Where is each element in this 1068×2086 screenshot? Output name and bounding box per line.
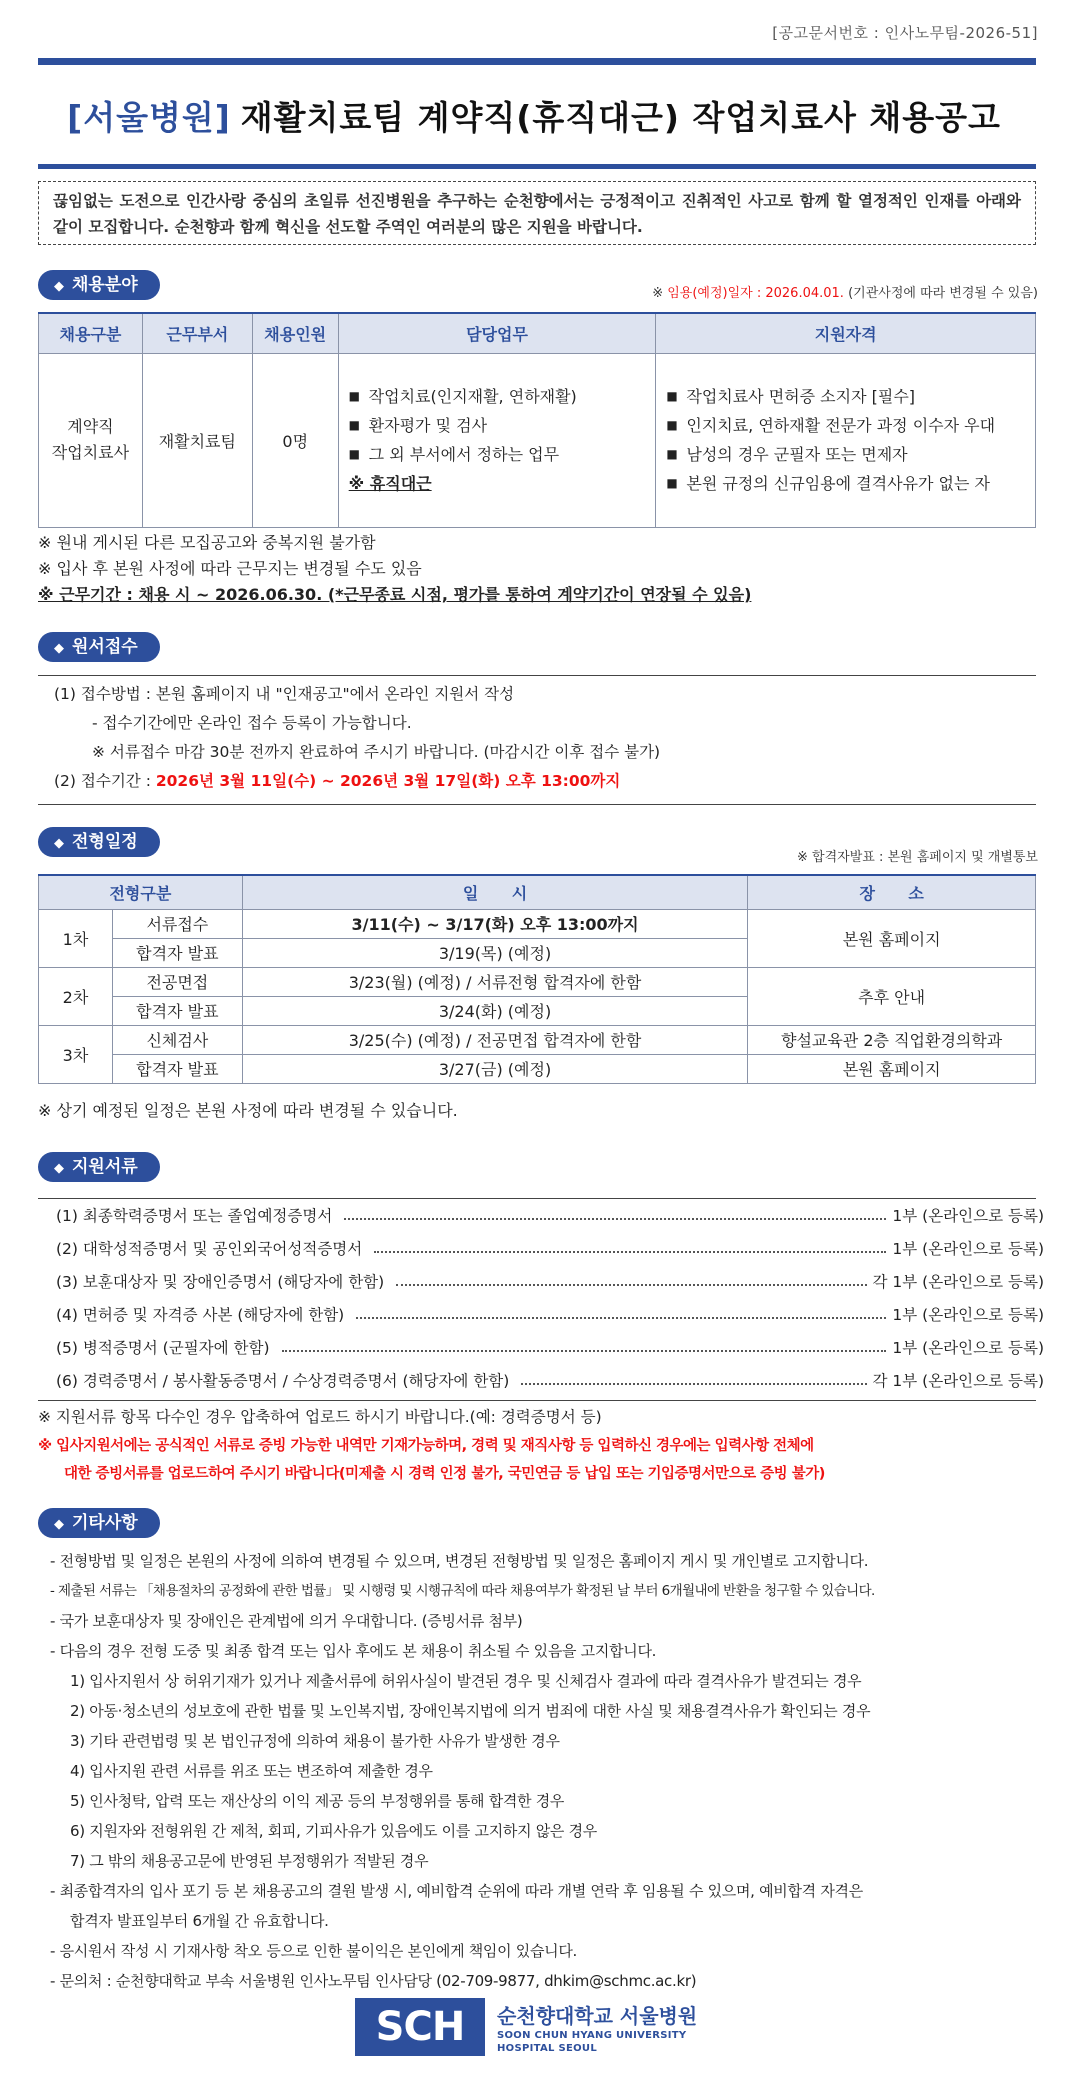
- list-item: 4) 입사지원 관련 서류를 위조 또는 변조하여 제출한 경우: [70, 1762, 433, 1780]
- logo-korean-name: 순천향대학교 서울병원: [497, 2003, 698, 2028]
- field-note: ※ 입사 후 본원 사정에 따라 근무지는 변경될 수도 있음: [38, 559, 422, 578]
- stage-item: 합격자 발표: [112, 1054, 242, 1083]
- table-row: [39, 1054, 1036, 1083]
- list-item: - 다음의 경우 전형 도중 및 최종 합격 또는 입사 후에도 본 채용이 취소될 수 있음을 고지합니다.: [50, 1642, 657, 1660]
- field-table: [38, 312, 1036, 528]
- stage-place: 본원 홈페이지: [748, 909, 1036, 967]
- diamond-icon: ◆: [54, 1517, 64, 1532]
- sch-logo-mark: SCH: [355, 1998, 485, 2056]
- document-item: (6) 경력증명서 / 봉사활동증명서 / 수상경력증명서 (해당자에 한함) 각 1부 (온라인으로 등록): [56, 1365, 1044, 1398]
- schedule-header: [39, 875, 1036, 909]
- stage-date: 3/24(화) (예정): [242, 996, 747, 1025]
- field-notes: [38, 530, 751, 608]
- section-apply-header: ◆ 원서접수: [38, 632, 160, 662]
- stage-place: 추후 안내: [748, 967, 1036, 1025]
- qual-item: ■ 작업치료사 면허증 소지자 [필수]: [666, 382, 1025, 411]
- duties-cell: [338, 353, 656, 527]
- stage-place: 향설교육관 2층 직업환경의학과: [748, 1025, 1036, 1054]
- qual-item: ■ 본원 규정의 신규임용에 결격사유가 없는 자: [666, 469, 1025, 498]
- schedule-note: ※ 합격자발표 : 본원 홈페이지 및 개별통보: [797, 850, 1038, 865]
- recruit-type: 계약직 작업치료사: [39, 353, 143, 527]
- list-item: - 전형방법 및 일정은 본원의 사정에 의하여 변경될 수 있으며, 변경된 전형방법 및 일정은 홈페이지 게시 및 개인별로 고지합니다.: [50, 1552, 869, 1570]
- list-item: 3) 기타 관련법령 및 본 법인규정에 의하여 채용이 불가한 사유가 발생한 경우: [70, 1732, 560, 1750]
- appoint-date-note: ※ 임용(예정)일자 : 2026.04.01. (기관사정에 따라 변경될 수 있음): [652, 286, 1038, 301]
- document-item: (4) 면허증 및 자격증 사본 (해당자에 한함) 1부 (온라인으로 등록): [56, 1299, 1044, 1332]
- schedule-footnote: ※ 상기 예정된 일정은 본원 사정에 따라 변경될 수 있습니다.: [38, 1101, 458, 1120]
- apply-box: [38, 675, 1036, 805]
- table-row: [39, 1025, 1036, 1054]
- section-schedule-header: ◆ 전형일정: [38, 827, 160, 857]
- col-header: 장 소: [748, 875, 1036, 909]
- section-etc-header: ◆ 기타사항: [38, 1508, 160, 1538]
- department: 재활치료팀: [142, 353, 252, 527]
- title-main: 재활치료팀 계약직(휴직대근) 작업치료사 채용공고: [240, 98, 1001, 137]
- headcount: 0명: [252, 353, 338, 527]
- documents-note: ※ 지원서류 항목 다수인 경우 압축하여 업로드 하시기 바랍니다.(예: 경력증명서 등): [38, 1408, 602, 1426]
- logo-english-name: SOON CHUN HYANG UNIVERSITY: [497, 2029, 687, 2041]
- list-item: 5) 인사청탁, 압력 또는 재산상의 이익 제공 등의 부정행위를 통해 합격한 경우: [70, 1792, 565, 1810]
- stage-date: 3/25(수) (예정) / 전공면접 합격자에 한함: [242, 1025, 747, 1054]
- diamond-icon: ◆: [54, 641, 64, 656]
- col-header: 담당업무: [338, 313, 656, 353]
- list-item: 1) 입사지원서 상 허위기재가 있거나 제출서류에 허위사실이 발견된 경우 및 신체검사 결과에 따라 결격사유가 발견되는 경우: [70, 1672, 862, 1690]
- logo-english-sub: HOSPITAL SEOUL: [497, 2042, 597, 2054]
- list-item: 6) 지원자와 전형위원 간 제척, 회피, 기피사유가 있음에도 이를 고지하지 않은 경우: [70, 1822, 597, 1840]
- list-item: - 문의처 : 순천향대학교 부속 서울병원 인사노무팀 인사담당 (02-709-9877, dhkim@schmc.ac.kr): [50, 1972, 697, 1990]
- apply-note: - 접수기간에만 온라인 접수 등록이 가능합니다.: [92, 714, 412, 732]
- list-item: - 최종합격자의 입사 포기 등 본 채용공고의 결원 발생 시, 예비합격 순위에 따라 개별 연락 후 임용될 수 있으며, 예비합격 자격은: [50, 1882, 863, 1900]
- list-item: 합격자 발표일부터 6개월 간 유효합니다.: [70, 1912, 329, 1930]
- documents-top-line: [38, 1198, 1036, 1199]
- stage-label: 3차: [39, 1025, 113, 1083]
- document-number: [공고문서번호 : 인사노무팀-2026-51]: [772, 24, 1038, 42]
- documents-warning: ※ 입사지원서에는 공식적인 서류로 증빙 가능한 내역만 기재가능하며, 경력 및 재직사항 등 입력하신 경우에는 입력사항 전체에 대한 증빙서류를 업로드하여 주시기 바랍니다(미제출 시 경력 인정 불가, 국민연금 등 납입 또는 기입증명서만으로 증빙 불가): [38, 1438, 825, 1482]
- intro-box: 끊임없는 도전으로 인간사랑 중심의 초일류 선진병원을 추구하는 순천향에서는 긍정적이고 진취적인 사고로 함께 할 열정적인 인재를 아래와 같이 모집합니다. 순천향과 함께 혁신을 선도할 주역인 여러분의 많은 지원을 바랍니다.: [38, 181, 1036, 245]
- section-field-header: ◆ 채용분야: [38, 270, 160, 300]
- section-documents-header: ◆ 지원서류: [38, 1152, 160, 1182]
- stage-date: 3/27(금) (예정): [242, 1054, 747, 1083]
- stage-date: 3/23(월) (예정) / 서류전형 합격자에 한함: [242, 967, 747, 996]
- list-item: 7) 그 밖의 채용공고문에 반영된 부정행위가 적발된 경우: [70, 1852, 429, 1870]
- col-header: 전형구분: [39, 875, 243, 909]
- diamond-icon: ◆: [54, 1161, 64, 1176]
- list-item: 2) 아동·청소년의 성보호에 관한 법률 및 노인복지법, 장애인복지법에 의거 범죄에 대한 사실 및 채용결격사유가 확인되는 경우: [70, 1702, 871, 1720]
- page-title: [0, 92, 1068, 139]
- field-table-header: [39, 313, 1036, 353]
- qual-item: ■ 인지치료, 연하재활 전문가 과정 이수자 우대: [666, 411, 1025, 440]
- list-item: - 국가 보훈대상자 및 장애인은 관계법에 의거 우대합니다. (증빙서류 첨부): [50, 1612, 523, 1630]
- stage-item: 합격자 발표: [112, 938, 242, 967]
- apply-note: ※ 서류접수 마감 30분 전까지 완료하여 주시기 바랍니다. (마감시간 이후 접수 불가): [92, 743, 661, 761]
- documents-bottom-line: [38, 1400, 1036, 1401]
- table-row: [39, 909, 1036, 938]
- stage-place: 본원 홈페이지: [748, 1054, 1036, 1083]
- apply-period: (2) 접수기간 : 2026년 3월 11일(수) ~ 2026년 3월 17일(화) 오후 13:00까지: [54, 772, 621, 790]
- list-item: - 제출된 서류는 「채용절차의 공정화에 관한 법률」 및 시행령 및 시행규칙에 따라 채용여부가 확정된 날 부터 6개월내에 반환을 청구할 수 있습니다.: [50, 1583, 875, 1599]
- diamond-icon: ◆: [54, 279, 64, 294]
- qual-item: ■ 남성의 경우 군필자 또는 면제자: [666, 440, 1025, 469]
- stage-label: 2차: [39, 967, 113, 1025]
- col-header: 지원자격: [656, 313, 1036, 353]
- diamond-icon: ◆: [54, 836, 64, 851]
- col-header: 일 시: [242, 875, 747, 909]
- stage-date: 3/11(수) ~ 3/17(화) 오후 13:00까지: [242, 909, 747, 938]
- table-row: [39, 967, 1036, 996]
- col-header: 채용구분: [39, 313, 143, 353]
- field-table-row: [39, 353, 1036, 527]
- stage-item: 서류접수: [112, 909, 242, 938]
- document-item: (5) 병적증명서 (군필자에 한함) 1부 (온라인으로 등록): [56, 1332, 1044, 1365]
- duty-item: ■ 작업치료(인지재활, 연하재활): [349, 382, 646, 411]
- stage-label: 1차: [39, 909, 113, 967]
- document-item: (2) 대학성적증명서 및 공인외국어성적증명서 1부 (온라인으로 등록): [56, 1233, 1044, 1266]
- duty-item: ■ 그 외 부서에서 정하는 업무: [349, 440, 646, 469]
- stage-item: 합격자 발표: [112, 996, 242, 1025]
- document-item: (1) 최종학력증명서 또는 졸업예정증명서 1부 (온라인으로 등록): [56, 1200, 1044, 1233]
- top-divider: [38, 58, 1036, 65]
- document-item: (3) 보훈대상자 및 장애인증명서 (해당자에 한함) 각 1부 (온라인으로 등록): [56, 1266, 1044, 1299]
- title-divider: [38, 164, 1036, 169]
- etc-list: [50, 1546, 1040, 1996]
- field-note: ※ 원내 게시된 다른 모집공고와 중복지원 불가함: [38, 533, 376, 552]
- list-item: - 응시원서 작성 시 기재사항 착오 등으로 인한 불이익은 본인에게 책임이 있습니다.: [50, 1942, 578, 1960]
- col-header: 근무부서: [142, 313, 252, 353]
- stage-item: 신체검사: [112, 1025, 242, 1054]
- title-hospital: [서울병원]: [67, 98, 231, 137]
- duty-note: ※ 휴직대근: [348, 474, 432, 493]
- apply-method: (1) 접수방법 : 본원 홈페이지 내 "인재공고"에서 온라인 지원서 작성: [54, 685, 515, 703]
- duty-item: ■ 환자평가 및 검사: [349, 411, 646, 440]
- col-header: 채용인원: [252, 313, 338, 353]
- hospital-logo: [355, 1994, 735, 2060]
- work-period: ※ 근무기간 : 채용 시 ~ 2026.06.30. (*근무종료 시점, 평가를 통하여 계약기간이 연장될 수 있음): [38, 585, 752, 604]
- stage-date: 3/19(목) (예정): [242, 938, 747, 967]
- qualifications-cell: [656, 353, 1036, 527]
- stage-item: 전공면접: [112, 967, 242, 996]
- schedule-table: [38, 874, 1036, 1084]
